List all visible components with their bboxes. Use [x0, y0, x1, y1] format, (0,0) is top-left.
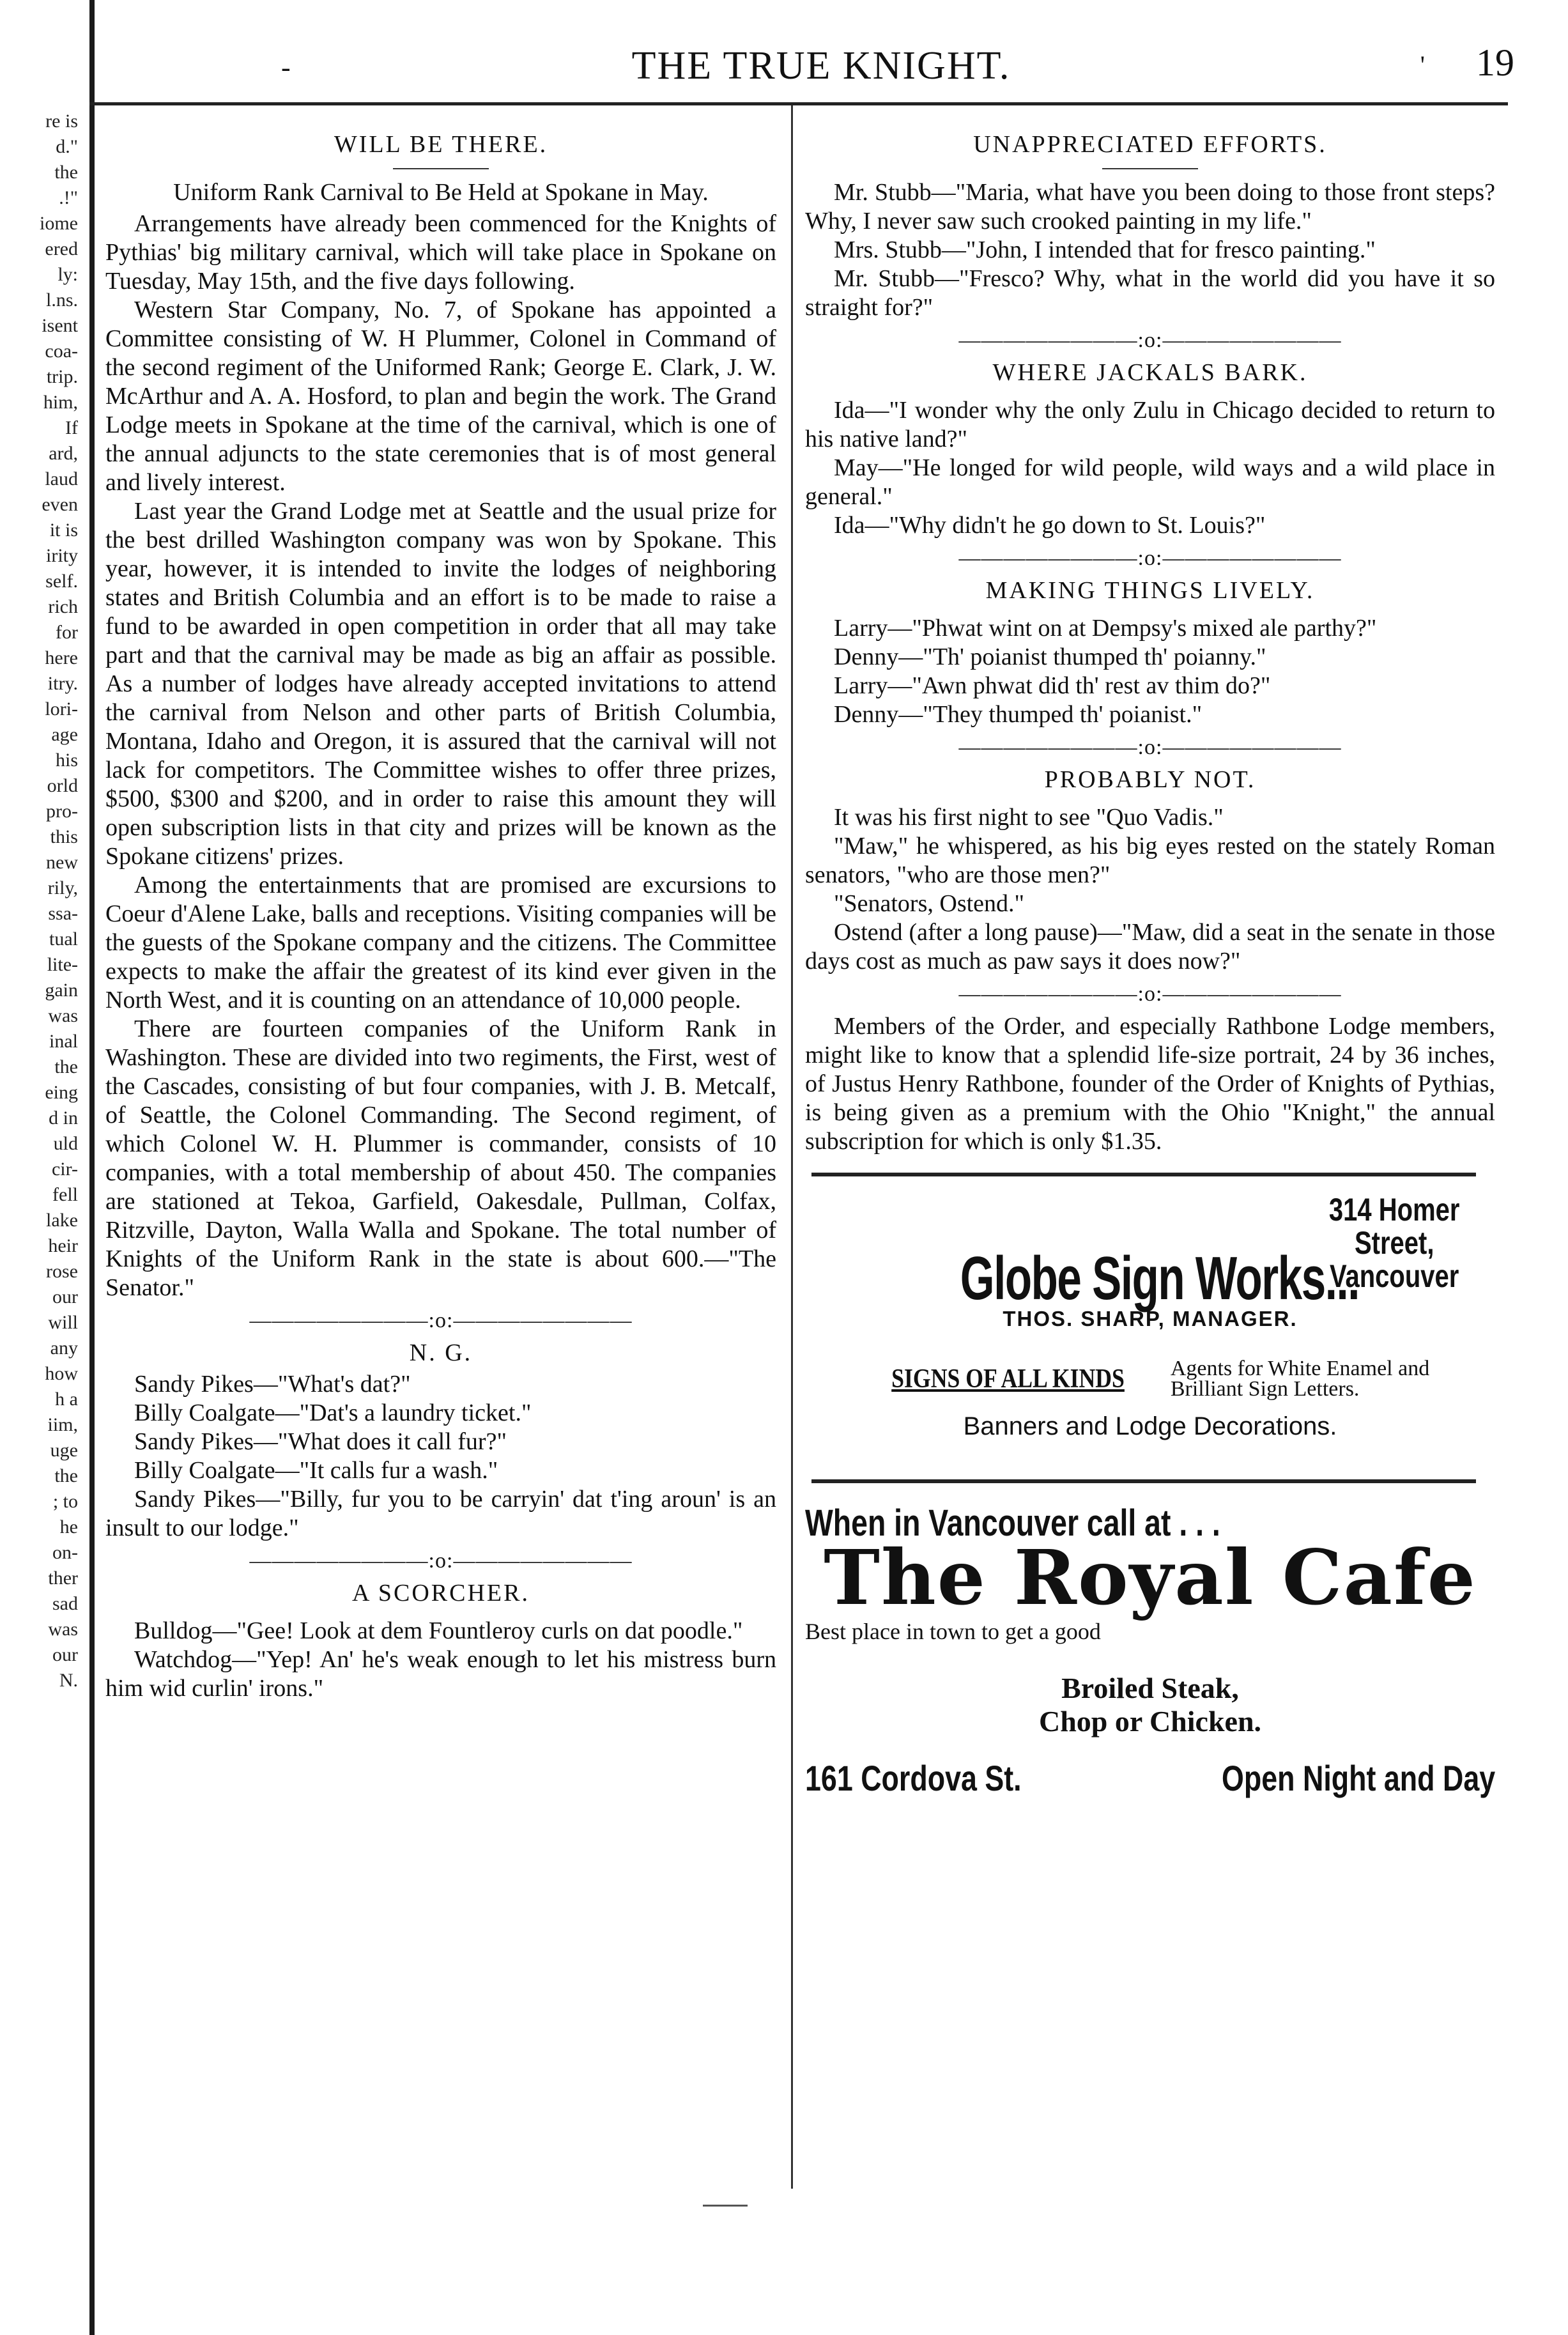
- dialogue-line: Mr. Stubb—"Fresco? Why, what in the world did you have it so straight for?": [805, 265, 1495, 321]
- gutter-fragment: rose: [46, 1261, 78, 1282]
- section-separator: ————————:o:————————: [249, 1309, 633, 1332]
- article-paragraph: Last year the Grand Lodge met at Seattle and the usual prize for the best drilled Washington company was won by Spokane. This year, however, it is intended to invite the lodges of neighboring states and British Columbia and an effort is to be made to raise a fund to be awarded in open competition in order that all may take part and that the carnival may be made as big an affair as possible. As a number of lodges have already accepted invitations to attend the carnival from Nelson and other parts of British Columbia, Montana, Idaho and Oregon, it is assured that the carnival will not lack for competitors. The Committee wishes to offer three prizes, $500, $300 and $200, and in order to raise this amount they will open subscription lists in that city and prizes will be known as the Spokane citizens' prizes.: [105, 498, 776, 870]
- dialogue-line: Sandy Pikes—"What's dat?": [134, 1371, 411, 1398]
- gutter-fragment: our: [52, 1644, 78, 1665]
- gutter-fragment: lori-: [45, 698, 78, 720]
- dialogue-line: Ostend (after a long pause)—"Maw, did a seat in the senate in those days cost as much as paw says it does now?": [805, 919, 1495, 975]
- article-paragraph: There are fourteen companies of the Uniform Rank in Washington. These are divided into two regiments, the First, west of the Cascades, consisting of but four companies, with J. B. Metcalf, of Seattle, the Colonel Commanding. The Second regiment, of which Colonel W. H. Plummer is commander, consists of 10 companies, with a total membership of about 450. The companies are stationed at Tekoa, Garfield, Oakesdale, Pullman, Colfax, Ritzville, Dayton, Walla Walla and Spokane. The total number of Knights of the Uniform Rank in the state is about 600.—"The Senator.": [105, 1015, 776, 1301]
- gutter-fragment: orld: [47, 775, 78, 796]
- dialogue-line: Denny—"Th' poianist thumped th' poianny.": [834, 643, 1266, 670]
- gutter-fragment: tual: [49, 929, 78, 950]
- gutter-fragment: how: [45, 1363, 78, 1384]
- call-at-line: When in Vancouver call at . . .: [805, 1502, 1220, 1544]
- header-tick: ': [1420, 50, 1425, 79]
- gutter-fragment: h a: [55, 1389, 78, 1410]
- dialogue-line: Ida—"Why didn't he go down to St. Louis?": [834, 512, 1266, 539]
- gutter-fragment: him,: [43, 392, 78, 413]
- page-binding-edge: [89, 0, 95, 2335]
- menu-line: Broiled Steak,: [1061, 1672, 1239, 1704]
- gutter-fragment: our: [52, 1286, 78, 1307]
- gutter-fragment: isent: [42, 315, 78, 336]
- manager-line: THOS. SHARP, MANAGER.: [1003, 1307, 1298, 1330]
- section-separator: ————————:o:————————: [249, 1549, 633, 1573]
- gutter-fragment: irity: [46, 545, 78, 566]
- heading-rule: [1102, 168, 1198, 169]
- gutter-fragment: re is: [45, 111, 78, 132]
- dialogue-line: Bulldog—"Gee! Look at dem Fountleroy curls on dat poodle.": [134, 1617, 743, 1644]
- dialogue-line: It was his first night to see "Quo Vadis.": [834, 804, 1224, 831]
- menu-items: [805, 1672, 1495, 1738]
- gutter-fragment: eing: [45, 1082, 78, 1103]
- menu-line: Chop or Chicken.: [1038, 1705, 1262, 1738]
- article-heading-lively: MAKING THINGS LIVELY.: [985, 577, 1315, 604]
- ad-rule-middle: [811, 1479, 1476, 1483]
- dialogue-line: Larry—"Phwat wint on at Dempsy's mixed ale parthy?": [834, 615, 1377, 642]
- members-notice: Members of the Order, and especially Rathbone Lodge members, might like to know that a splendid life-size portrait, 24 by 36 inches, of Justus Henry Rathbone, founder of the Order of Knights of Pythias, is being given as a premium with the Ohio "Knight," the annual subscription for which is only $1.35.: [805, 1013, 1495, 1155]
- gutter-fragment: laud: [45, 468, 78, 489]
- article-heading-will-be-there: WILL BE THERE.: [334, 131, 548, 158]
- advertiser-address: [1327, 1193, 1461, 1293]
- article-heading-probably: PROBABLY NOT.: [1044, 766, 1256, 793]
- gutter-fragment: new: [46, 852, 78, 873]
- gutter-fragment: sad: [52, 1593, 78, 1614]
- gutter-fragment: iome: [40, 213, 78, 234]
- gutter-fragment: for: [56, 622, 78, 643]
- article-subheading: Uniform Rank Carnival to Be Held at Spokane in May.: [173, 179, 709, 206]
- gutter-fragment: self.: [45, 571, 78, 592]
- dialogue-line: Billy Coalgate—"It calls fur a wash.": [134, 1457, 498, 1484]
- cafe-name: The Royal Cafe: [824, 1533, 1477, 1622]
- article-heading-unappreciated: UNAPPRECIATED EFFORTS.: [973, 131, 1327, 158]
- gutter-fragment: uld: [53, 1133, 78, 1154]
- gutter-fragment: the: [54, 1056, 78, 1077]
- gutter-fragment: ered: [45, 238, 78, 259]
- gutter-fragment: lite-: [47, 954, 78, 975]
- gutter-fragment: the: [54, 162, 78, 183]
- agents-line: Agents for White Enamel and: [1170, 1357, 1430, 1380]
- dialogue-line: Sandy Pikes—"What does it call fur?": [134, 1428, 507, 1455]
- gutter-fragment: .!": [59, 187, 78, 208]
- dialogue-line: Ida—"I wonder why the only Zulu in Chicago decided to return to his native land?": [805, 397, 1495, 452]
- gutter-fragment: was: [48, 1619, 78, 1640]
- ad-rule-top: [811, 1173, 1476, 1176]
- agents-text: [1171, 1359, 1429, 1399]
- gutter-fragment: cir-: [51, 1159, 78, 1180]
- gutter-fragment: ard,: [49, 443, 78, 464]
- royal-cafe-ad: [805, 1502, 1495, 1798]
- gutter-fragment: lake: [46, 1210, 78, 1231]
- gutter-fragment: pro-: [46, 801, 78, 822]
- gutter-fragment: any: [50, 1337, 78, 1359]
- gutter-fragment: l.ns.: [45, 289, 78, 311]
- gutter-fragment: age: [51, 724, 78, 745]
- signs-label: SIGNS OF ALL KINDS: [891, 1364, 1125, 1394]
- address-line: 314 Homer Street,: [1328, 1192, 1460, 1261]
- dialogue-line: Mr. Stubb—"Maria, what have you been doing to those front steps? Why, I never saw such crooked painting in my life.": [805, 179, 1495, 235]
- address-city: Vancouver: [1330, 1258, 1459, 1294]
- page-number: 19: [1476, 42, 1514, 84]
- dialogue-line: Watchdog—"Yep! An' he's weak enough to let his mistress burn him wid curlin' irons.": [105, 1646, 776, 1702]
- signs-row: [805, 1359, 1495, 1399]
- gutter-fragment: ssa-: [48, 903, 78, 924]
- dialogue-line: Larry—"Awn phwat did th' rest av thim do?": [834, 672, 1271, 699]
- gutter-fragment: coa-: [45, 341, 78, 362]
- newspaper-title: THE TRUE KNIGHT.: [631, 44, 1011, 88]
- gutter-fragment: on-: [52, 1542, 78, 1563]
- dialogue-line: May—"He longed for wild people, wild ways and a wild place in general.": [805, 454, 1495, 510]
- gutter-fragment: will: [48, 1312, 78, 1333]
- header-rule: [89, 102, 1508, 105]
- dialogue-line: Denny—"They thumped th' poianist.": [834, 701, 1203, 728]
- article-heading-scorcher: A SCORCHER.: [352, 1580, 530, 1607]
- right-column: [805, 128, 1495, 1798]
- article-paragraph: Western Star Company, No. 7, of Spokane has appointed a Committee consisting of W. H Plummer, Colonel in Command of the second regiment of the Uniformed Rank; George E. Clark, J. W. McArthur and A. A. Hosford, to plan and begin the work. The Grand Lodge meets in Spokane at the time of the carnival, which is one of the annual adjuncts to the state ceremonies that is of most general and lively interest.: [105, 297, 776, 496]
- gutter-fragment: the: [54, 1465, 78, 1486]
- dialogue-line: Sandy Pikes—"Billy, fur you to be carryin' dat t'ing aroun' is an insult to our lodge.": [105, 1486, 776, 1541]
- gutter-fragment: iim,: [47, 1414, 78, 1435]
- cafe-address: 161 Cordova St.: [805, 1758, 1022, 1798]
- banners-line: Banners and Lodge Decorations.: [963, 1412, 1337, 1440]
- heading-rule: [393, 168, 489, 169]
- gutter-fragment: d.": [56, 136, 78, 157]
- gutter-fragment: was: [48, 1005, 78, 1026]
- article-heading-jackals: WHERE JACKALS BARK.: [992, 359, 1308, 386]
- gutter-fragment: heir: [48, 1235, 78, 1256]
- dialogue-line: "Senators, Ostend.": [834, 890, 1025, 917]
- gutter-fragment: it is: [49, 520, 78, 541]
- gutter-fragment: d in: [49, 1107, 78, 1129]
- gutter-fragment: his: [55, 750, 78, 771]
- footer-mark: [703, 2205, 748, 2207]
- header-dash: -: [281, 52, 291, 83]
- gutter-fragment: this: [50, 826, 78, 847]
- gutter-fragment: fell: [52, 1184, 78, 1205]
- page-header: [102, 26, 1540, 89]
- article-paragraph: Among the entertainments that are promised are excursions to Coeur d'Alene Lake, balls and receptions. Visiting companies will be the guests of the Spokane company and the citizens. The Committee expects to make the affair the greatest of its kind ever given in the North West, and it is counting on an attendance of 10,000 people.: [105, 872, 776, 1013]
- cafe-footer: [805, 1758, 1495, 1798]
- column-divider: [791, 105, 793, 2189]
- advertiser-name: Globe Sign Works...: [960, 1244, 1360, 1313]
- gutter-fragment: N.: [59, 1670, 78, 1691]
- gutter-fragment: rich: [48, 596, 78, 617]
- section-separator: ————————:o:————————: [958, 546, 1342, 570]
- gutter-fragment: uge: [50, 1440, 78, 1461]
- gutter-fragment: ly:: [58, 264, 78, 285]
- gutter-fragment: here: [45, 647, 78, 668]
- gutter-fragment: ther: [48, 1568, 78, 1589]
- gutter-fragment: rily,: [47, 877, 78, 898]
- article-heading-ng: N. G.: [409, 1339, 473, 1366]
- dialogue-line: Mrs. Stubb—"John, I intended that for fresco painting.": [834, 236, 1376, 263]
- section-separator: ————————:o:————————: [958, 328, 1342, 352]
- article-paragraph: Arrangements have already been commenced for the Knights of Pythias' big military carnival, which will take place in Spokane on Tuesday, May 15th, and the five days following.: [105, 210, 776, 295]
- gutter-fragment: inal: [49, 1031, 78, 1052]
- best-place-line: Best place in town to get a good: [805, 1619, 1101, 1644]
- dialogue-line: "Maw," he whispered, as his big eyes rested on the stately Roman senators, "who are those men?": [805, 833, 1495, 888]
- gutter-fragment: he: [59, 1516, 78, 1537]
- dialogue-line: Billy Coalgate—"Dat's a laundry ticket.": [134, 1399, 532, 1426]
- gutter-fragment: itry.: [47, 673, 78, 694]
- gutter-fragment: gain: [45, 980, 78, 1001]
- section-separator: ————————:o:————————: [958, 982, 1342, 1006]
- gutter-fragment: even: [42, 494, 78, 515]
- globe-sign-works-ad: [805, 1193, 1495, 1441]
- cafe-hours: Open Night and Day: [1221, 1758, 1495, 1798]
- section-separator: ————————:o:————————: [958, 736, 1342, 759]
- gutter-fragment: ; to: [52, 1491, 78, 1512]
- left-column: [105, 128, 776, 1703]
- agents-line: Brilliant Sign Letters.: [1170, 1377, 1360, 1401]
- gutter-fragment: trip.: [46, 366, 78, 387]
- adjacent-page-gutter: [0, 109, 83, 2269]
- gutter-fragment: If: [65, 417, 78, 438]
